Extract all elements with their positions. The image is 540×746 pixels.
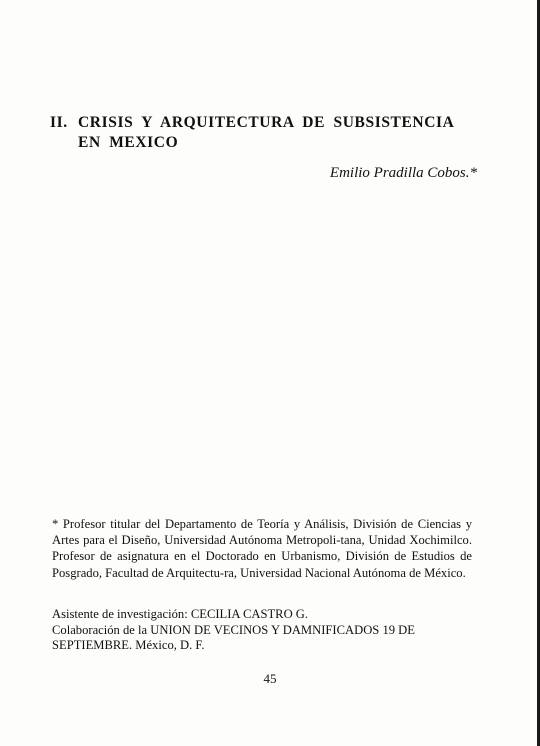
author-name: Emilio Pradilla Cobos.* <box>329 165 477 181</box>
credits-block <box>52 607 472 654</box>
author-footnote: * Profesor titular del Departamento de Teoría y Análisis, División de Ciencias y Artes para el Diseño, Universidad Autónoma Metropoli-tana, Unidad Xochimilco. Profesor de asignatura en el Doctorado en Urbanismo, División de Estudios de Posgrado, Facultad de Arquitectu-ra, Universidad Nacional Autónoma de México. <box>52 517 472 580</box>
page-number: 45 <box>263 671 277 686</box>
collaboration-note: Colaboración de la UNION DE VECINOS Y DAMNIFICADOS 19 DE SEPTIEMBRE. México, D. F. <box>52 622 415 652</box>
chapter-heading <box>50 113 470 153</box>
chapter-title: CRISIS Y ARQUITECTURA DE SUBSISTENCIA EN MEXICO <box>78 114 454 151</box>
research-assistant: Asistente de investigación: CECILIA CASTRO G. <box>52 607 309 621</box>
chapter-number: II. <box>50 114 68 131</box>
